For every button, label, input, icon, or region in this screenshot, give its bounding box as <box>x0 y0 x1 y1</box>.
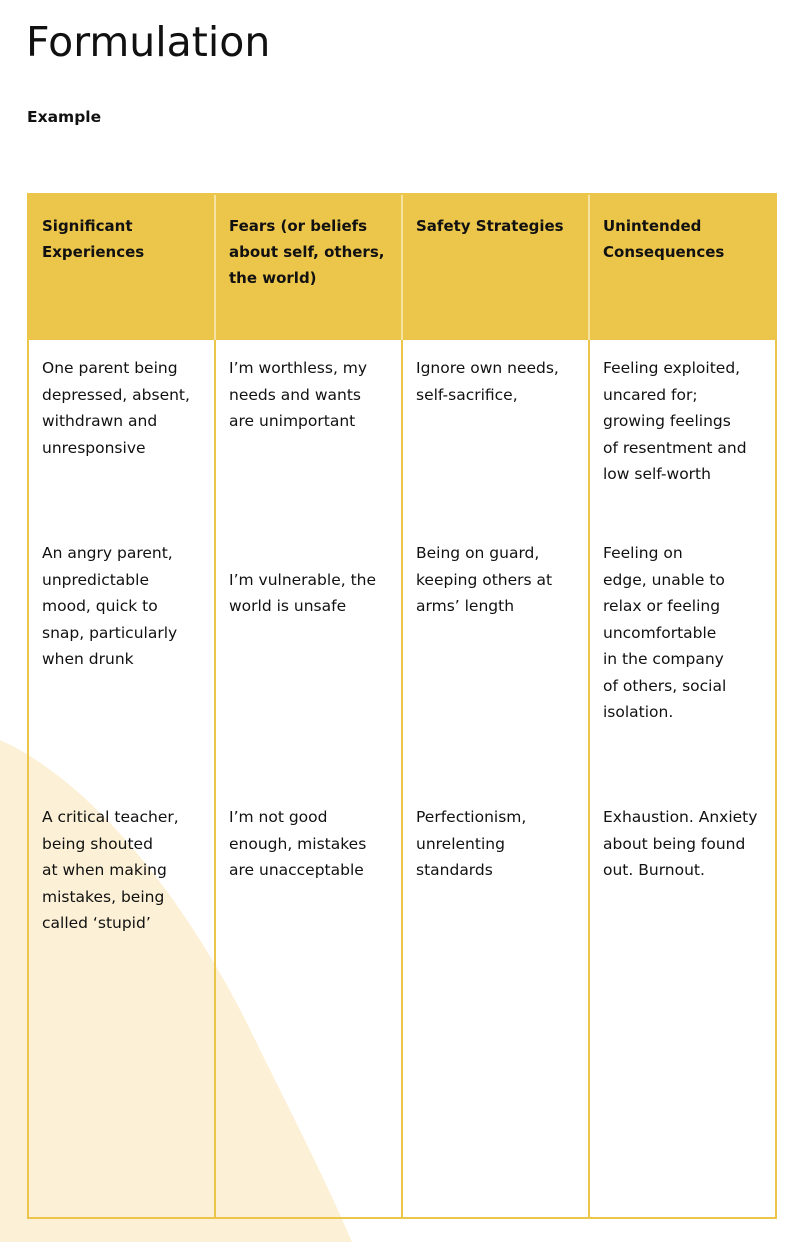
header-significant-experiences: Significant Experiences <box>29 195 216 340</box>
table-cell: Ignore own needs, self-sacrifice, <box>416 359 559 404</box>
table-cell: I’m not good enough, mistakes are unacceptable <box>229 808 367 879</box>
table-cell: One parent being depressed, absent, withdrawn and unresponsive <box>42 359 190 457</box>
table-cell: A critical teacher, being shouted at when making mistakes, being called ‘stupid’ <box>42 808 179 932</box>
table-cell: I’m worthless, my needs and wants are unimportant <box>229 359 368 430</box>
table-cell: Exhaustion. Anxiety about being found out. Burnout. <box>603 808 758 879</box>
header-unintended-consequences: Unintended Consequences <box>590 195 775 340</box>
table-cell: Being on guard, keeping others at arms’ length <box>416 544 553 615</box>
table-cell: Feeling on edge, unable to relax or feeling uncomfortable in the company of others, social isolation. <box>603 544 727 721</box>
column-significant-experiences <box>29 340 216 1217</box>
formulation-table <box>27 193 777 1219</box>
table-cell: I’m vulnerable, the world is unsafe <box>229 570 377 615</box>
table-cell: Feeling exploited, uncared for; growing feelings of resentment and low self-worth <box>603 359 747 483</box>
column-unintended-consequences <box>590 340 775 1217</box>
header-fears: Fears (or beliefs about self, others, the world) <box>216 195 403 340</box>
table-cell: An angry parent, unpredictable mood, quick to snap, particularly when drunk <box>42 544 178 668</box>
table-cell: Perfectionism, unrelenting standards <box>416 808 527 879</box>
page-title: Formulation <box>26 18 271 66</box>
column-fears <box>216 340 403 1217</box>
example-label: Example <box>27 108 102 126</box>
header-safety-strategies: Safety Strategies <box>403 195 590 340</box>
column-safety-strategies <box>403 340 590 1217</box>
